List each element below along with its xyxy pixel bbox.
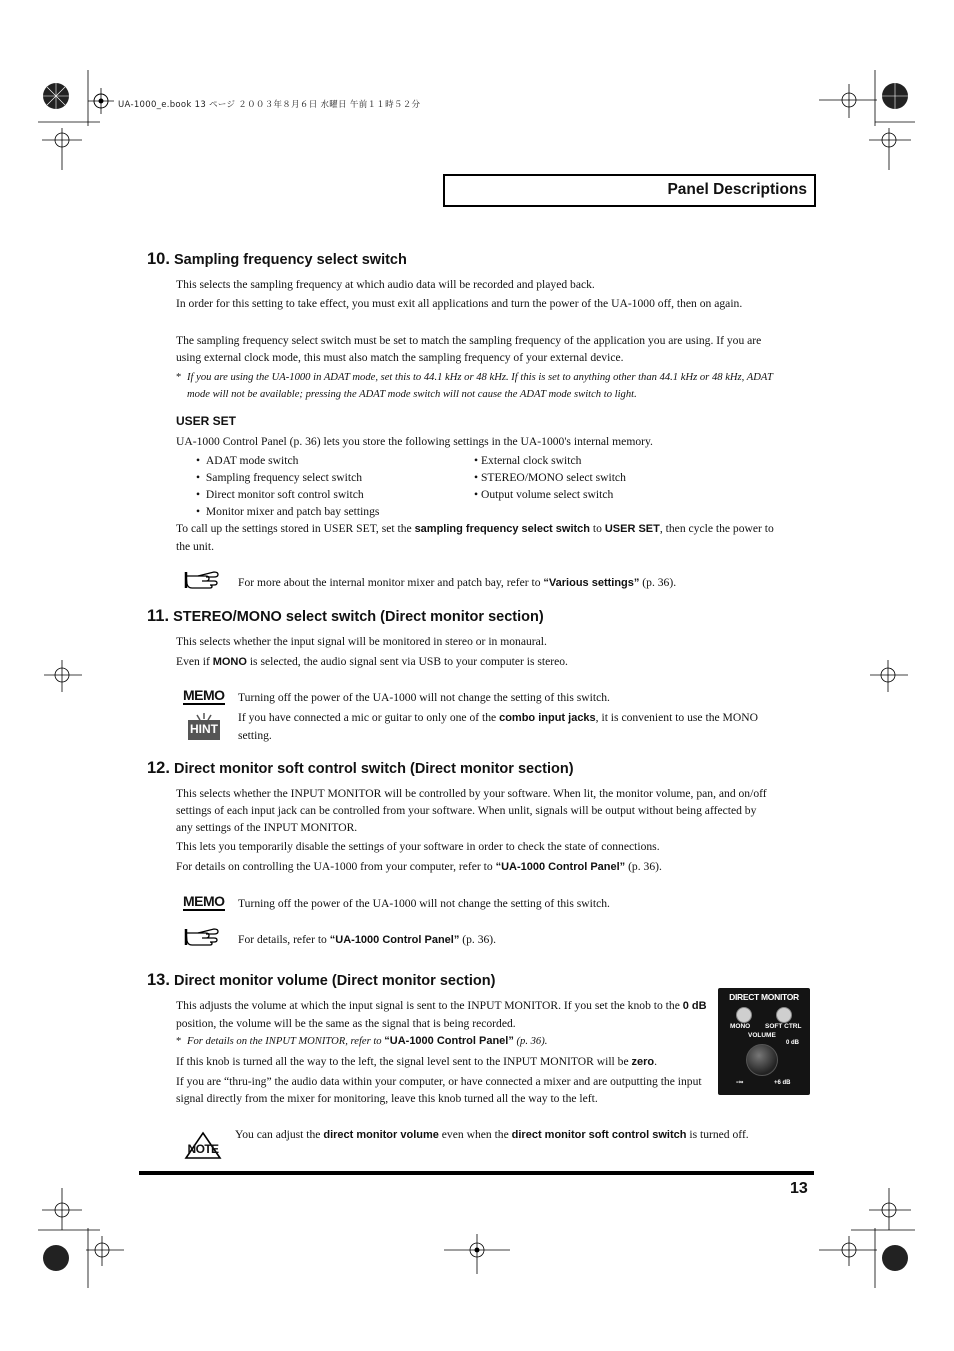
list-item: • ADAT mode switch — [196, 454, 299, 467]
paragraph: This lets you temporarily disable the settings of your software in order to check the state of connections. — [176, 840, 660, 853]
heading-soft-control — [147, 759, 574, 778]
max-label: +6 dB — [774, 1080, 791, 1086]
registration-target-top — [88, 88, 114, 114]
reference-note: For more about the internal monitor mixer and patch bay, refer to “Various settings” (p. 36). — [238, 576, 677, 589]
paragraph: The sampling frequency select switch must be set to match the sampling frequency of the application you are using. If you are using external clock mode, this must also match the sampling frequency of your external device. — [176, 334, 762, 364]
registration-mark-top-left — [38, 70, 108, 180]
list-item: • Sampling frequency select switch — [196, 471, 363, 484]
heading-direct-monitor-volume — [147, 971, 495, 990]
list-item: • Output volume select switch — [474, 488, 614, 501]
heading-number: 12. — [147, 759, 170, 777]
reference-note: For details, refer to “UA-1000 Control Panel” (p. 36). — [238, 933, 497, 946]
heading-text: Direct monitor volume (Direct monitor section) — [173, 973, 496, 989]
pointing-hand-icon — [184, 927, 222, 947]
paragraph: This selects whether the INPUT MONITOR will be controlled by your software. When lit, the monitor volume, pan, and on/off settings of each input jack can be controlled from your software. When unlit, signals will be output without being affected by any settings of the INPUT MONITOR. — [176, 787, 767, 834]
crop-info-line: UA-1000_e.book 13 ページ ２００３年８月６日 水曜日 午前１１時５２分 — [118, 100, 421, 110]
heading-text: Sampling frequency select switch — [173, 252, 407, 268]
registration-mark-bottom-center — [444, 1234, 510, 1274]
registration-mark-mid-right — [870, 660, 910, 694]
list-item: • Monitor mixer and patch bay settings — [196, 505, 380, 518]
registration-mark-top-right — [815, 70, 915, 180]
memo-icon: MEMO — [183, 893, 225, 909]
footnote: * If you are using the UA-1000 in ADAT mode, set this to 44.1 kHz or 48 kHz. If this is set to anything other than 44.1 kHz or 48 kHz, ADAT mode will not be available; pressing the ADAT mode switch will not cause the ADAT mode switch to light. — [176, 372, 773, 400]
paragraph: To call up the settings stored in USER SET, set the sampling frequency select switch to USER SET, then cycle the power to the unit. — [176, 522, 774, 553]
paragraph: If this knob is turned all the way to the left, the signal level sent to the INPUT MONITOR will be zero. — [176, 1055, 658, 1068]
page-number: 13 — [790, 1180, 808, 1197]
heading-number: 11. — [147, 607, 170, 625]
paragraph: This selects whether the input signal will be monitored in stereo or in monaural. — [176, 635, 547, 648]
section-header-box — [443, 174, 816, 207]
mono-button-led — [736, 1007, 752, 1023]
registration-mark-mid-left — [44, 660, 84, 694]
volume-label: VOLUME — [748, 1032, 776, 1039]
heading-number: 13. — [147, 971, 170, 989]
note-icon: NOTE — [183, 1131, 223, 1161]
memo-text: Turning off the power of the UA-1000 will not change the setting of this switch. — [238, 897, 610, 910]
section-header-title: Panel Descriptions — [667, 181, 807, 198]
panel-title: DIRECT MONITOR — [729, 992, 799, 1002]
heading-number: 10. — [147, 250, 170, 268]
paragraph: This selects the sampling frequency at which audio data will be recorded and played back. — [176, 278, 595, 291]
paragraph: If you are “thru-ing” the audio data within your computer, or have connected a mixer and are outputting the input signal directly from the mixer for monitoring, leave this knob turned all the way to the left. — [176, 1075, 702, 1105]
paragraph: Even if MONO is selected, the audio signal sent via USB to your computer is stereo. — [176, 655, 568, 668]
footer-rule — [139, 1171, 814, 1175]
paragraph: This adjusts the volume at which the input signal is sent to the INPUT MONITOR. If you set the knob to the 0 dB position, the volume will be the same as the signal that is being recorded. — [176, 999, 707, 1030]
hint-text: If you have connected a mic or guitar to only one of the combo input jacks, it is convenient to use the MONO setting. — [238, 711, 758, 742]
list-item: • Direct monitor soft control switch — [196, 488, 364, 501]
registration-mark-bottom-left — [38, 1178, 128, 1288]
heading-text: STEREO/MONO select switch (Direct monitor section) — [173, 609, 544, 625]
memo-icon: MEMO — [183, 687, 225, 703]
soft-ctrl-label: SOFT CTRL — [765, 1023, 802, 1030]
paragraph: UA-1000 Control Panel (p. 36) lets you store the following settings in the UA-1000's internal memory. — [176, 435, 653, 448]
note-text: You can adjust the direct monitor volume even when the direct monitor soft control switch is turned off. — [235, 1128, 749, 1141]
soft-ctrl-button-led — [776, 1007, 792, 1023]
subheading-user-set: USER SET — [176, 414, 237, 428]
heading-text: Direct monitor soft control switch (Direct monitor section) — [173, 761, 574, 777]
mono-label: MONO — [730, 1023, 751, 1030]
heading-stereo-mono — [147, 607, 544, 626]
hint-icon: HINT — [187, 712, 221, 742]
min-label: -∞ — [736, 1079, 744, 1086]
registration-mark-bottom-right — [815, 1178, 915, 1288]
footnote: * For details on the INPUT MONITOR, refer to “UA-1000 Control Panel” (p. 36). — [176, 1035, 548, 1047]
pointing-hand-icon — [184, 570, 222, 590]
paragraph: In order for this setting to take effect, you must exit all applications and turn the power of the UA-1000 off, then on again. — [176, 297, 743, 310]
zero-db-label: 0 dB — [786, 1040, 800, 1046]
heading-sampling-frequency — [147, 250, 407, 269]
list-item: • STEREO/MONO select switch — [474, 471, 626, 484]
paragraph: For details on controlling the UA-1000 from your computer, refer to “UA-1000 Control Panel” (p. 36). — [176, 860, 662, 873]
memo-text: Turning off the power of the UA-1000 will not change the setting of this switch. — [238, 691, 610, 704]
volume-knob — [746, 1044, 778, 1076]
direct-monitor-panel-image — [718, 988, 810, 1095]
list-item: • External clock switch — [474, 454, 582, 467]
